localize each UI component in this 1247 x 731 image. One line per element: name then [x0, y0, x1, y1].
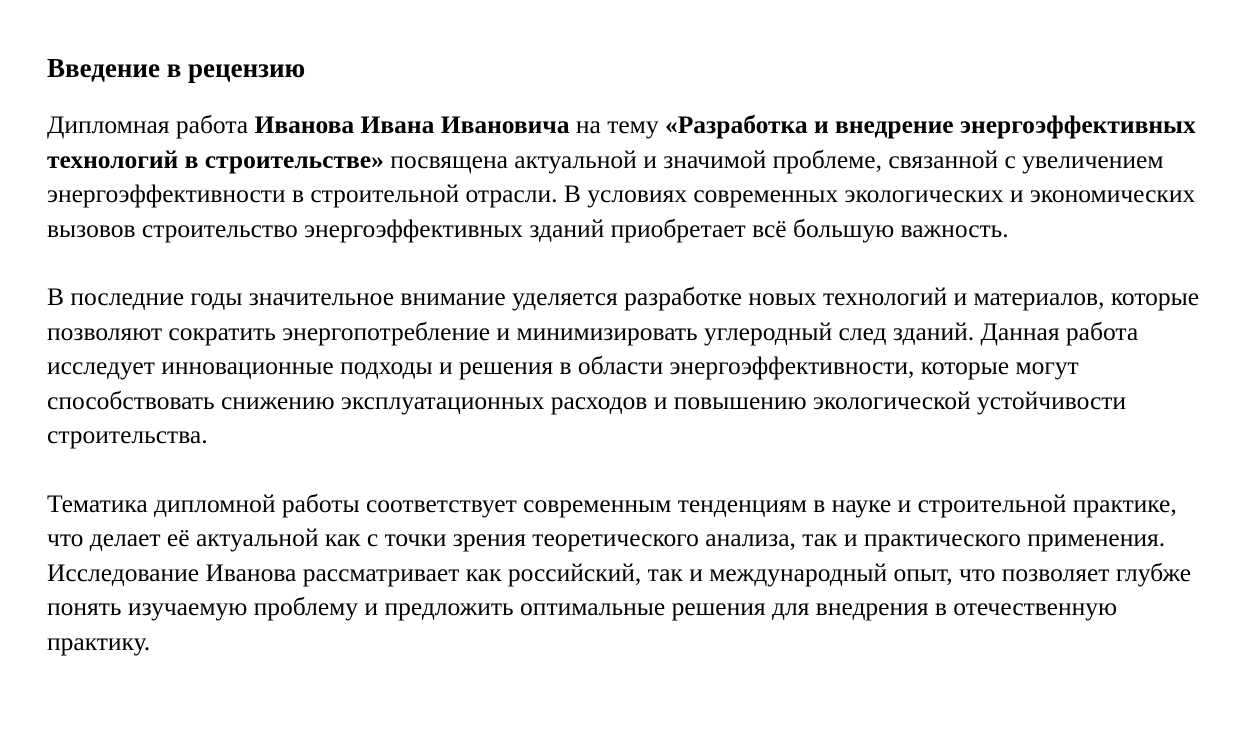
intro-text-end: посвящена актуальной и значимой проблеме, связанной с увеличением энергоэффективности в строительной отрасли. В условиях современных экологических и экономических вызовов строительство энергоэффективных зданий приобретает всё большую важность.: [47, 144, 1196, 243]
paragraph-technologies: В последние годы значительное внимание уделяется разработке новых технологий и материалов, которые позволяют сократить энергопотребление и минимизировать углеродный след зданий. Данная работа исследует инновационные подходы и решения в области энергоэффективности, которые могут способствовать снижению эксплуатационных расходов и повышению экологической устойчивости строительства.: [47, 282, 1200, 449]
paragraph-relevance: Тематика дипломной работы соответствует современным тенденциям в науке и строительной практике, что делает её актуальной как с точки зрения теоретического анализа, так и практического применения. Исследование Иванова рассматривает как российский, так и международный опыт, что позволяет глубже понять изучаемую проблему и предложить оптимальные решения для внедрения в отечественную практику.: [47, 488, 1192, 656]
paragraph-intro: [47, 108, 1202, 246]
author-name: Иванова Ивана Ивановича: [254, 110, 570, 139]
thesis-topic: «Разработка и внедрение энергоэффективных технологий в строительстве»: [47, 110, 1196, 174]
document-title: Введение в рецензию: [47, 53, 306, 83]
intro-text-start: Дипломная работа: [47, 110, 255, 139]
intro-text-middle: на тему: [569, 110, 665, 139]
